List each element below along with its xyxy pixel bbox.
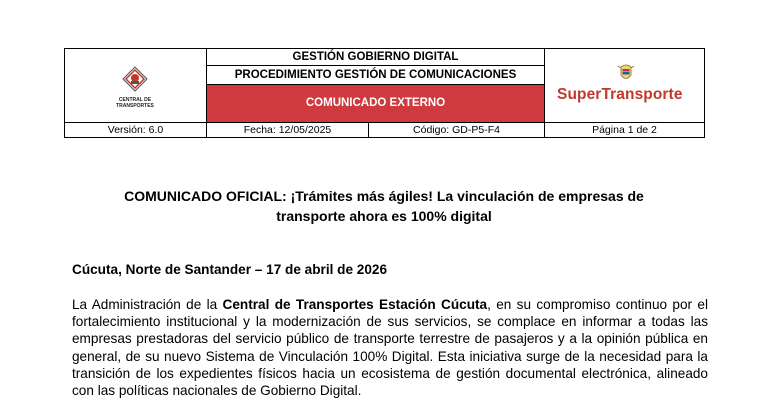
header-process-title: GESTIÓN GOBIERNO DIGITAL	[207, 49, 544, 66]
supertransporte-logo-text	[557, 86, 683, 104]
date-cell: Fecha: 12/05/2025	[207, 123, 369, 138]
central-transportes-emblem-icon	[122, 66, 148, 92]
logo-caption-2: TRANSPORTES	[116, 102, 154, 109]
supertransporte-logo-cell	[544, 49, 704, 122]
title-line-2: transporte ahora es 100% digital	[276, 208, 492, 224]
coat-of-arms-icon	[615, 63, 637, 85]
para-intro: La Administración de la	[72, 297, 223, 312]
para-body: , en su compromiso continuo por el fortalecimiento institucional y la modernización de sus servicios, se complace en informar a todas las empresas prestadoras del servicio público de transporte terrestre de pasajeros y a la opinión pública en general, de su nuevo Sistema de Vinculación 100% Digital. Esta iniciativa surge de la necesidad para la transición de los expedientes físicos hacia un ecosistema de gestión documental electrónica, alineado con las políticas nacionales de Gobierno Digital.	[72, 297, 708, 399]
communique-title	[70, 186, 698, 226]
version-cell: Versión: 6.0	[65, 123, 207, 138]
header-title-cells	[207, 49, 544, 122]
dateline: Cúcuta, Norte de Santander – 17 de abril de 2026	[72, 262, 388, 277]
logo-text-super: Super	[557, 86, 602, 103]
document-header-table	[64, 48, 705, 138]
code-cell: Código: GD-P5-F4	[413, 124, 500, 136]
header-procedure-title: PROCEDIMIENTO GESTIÓN DE COMUNICACIONES	[207, 66, 544, 85]
logo-text-transporte: Transporte	[601, 86, 683, 103]
central-transportes-logo-cell	[65, 49, 207, 122]
title-line-1: COMUNICADO OFICIAL: ¡Trámites más ágiles! La vinculación de empresas de	[124, 188, 644, 204]
logo-caption-1: CENTRAL DE	[118, 97, 152, 103]
central-transportes-logo	[115, 66, 155, 110]
para-entity-name: Central de Transportes Estación Cúcuta	[222, 297, 488, 312]
header-document-type-banner: COMUNICADO EXTERNO	[207, 85, 544, 122]
header-metadata-row	[65, 122, 704, 138]
body-paragraph	[72, 296, 708, 399]
page-number-cell: Página 1 de 2	[544, 123, 704, 138]
